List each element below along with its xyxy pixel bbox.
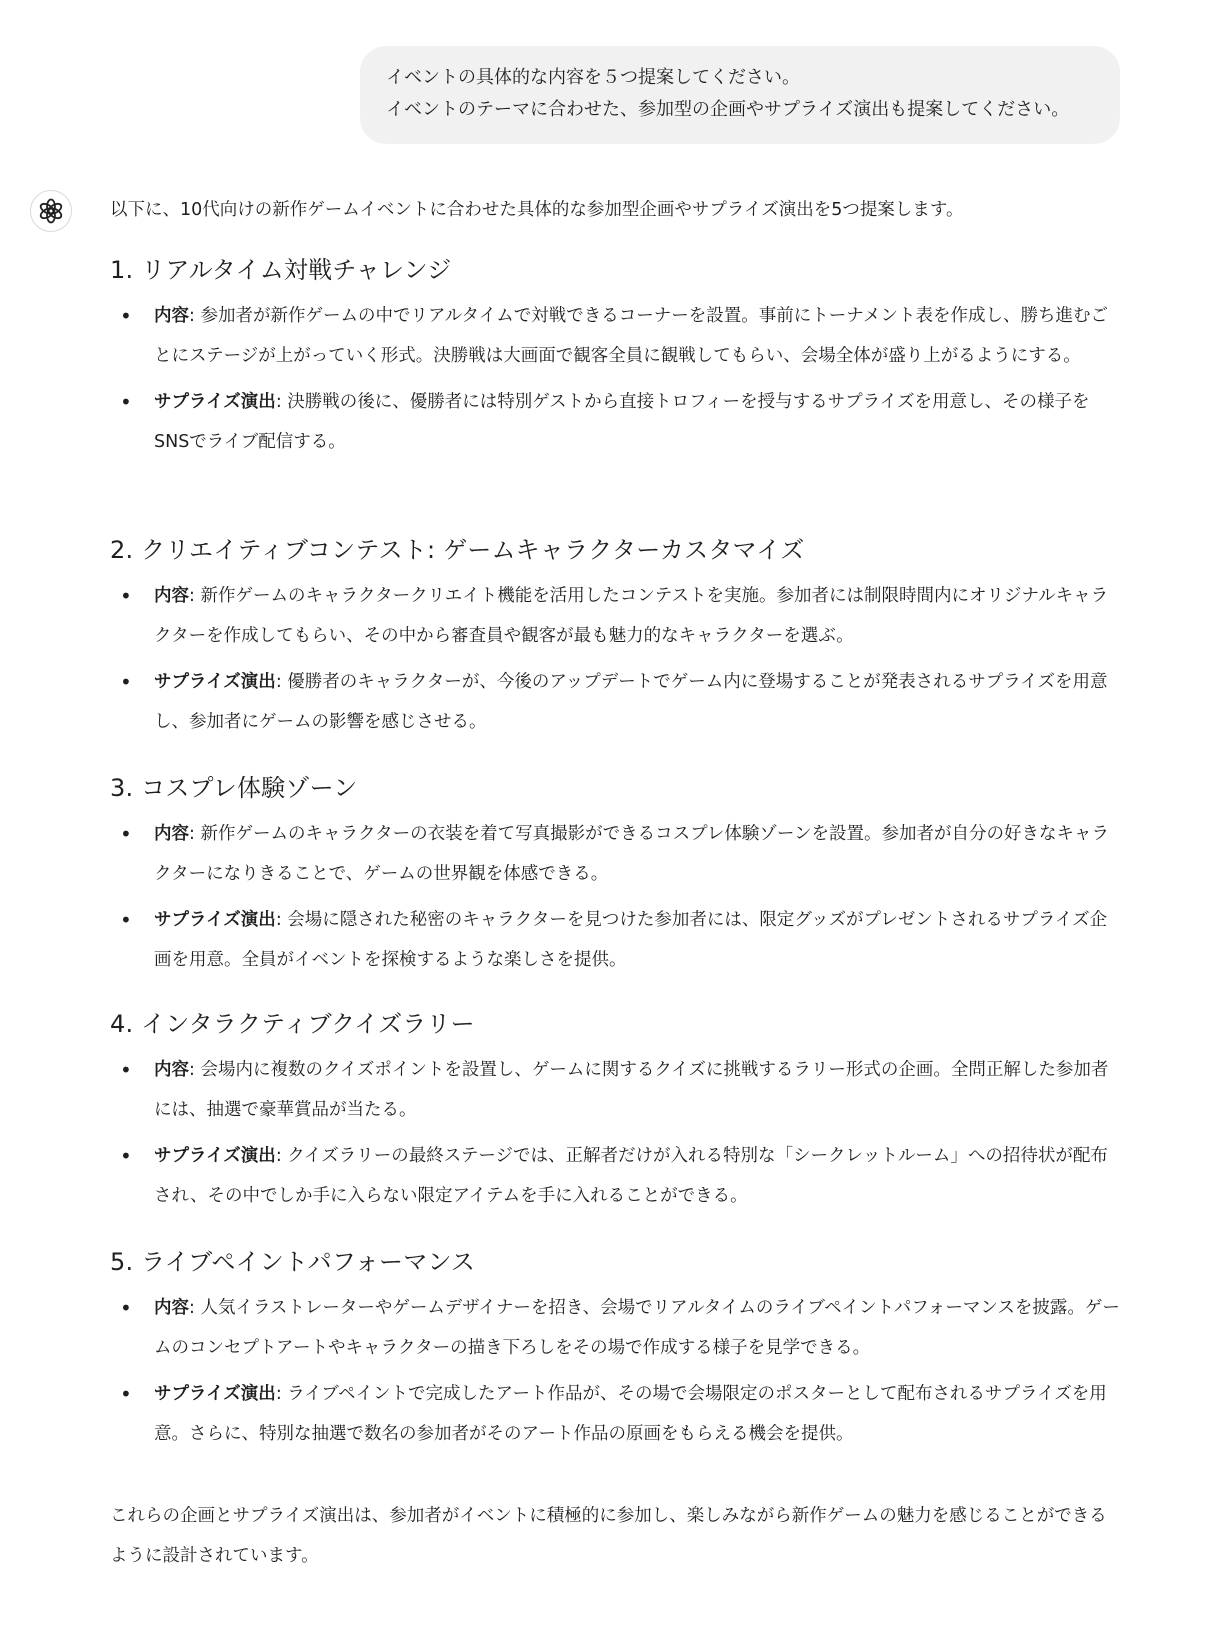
bullet-icon: • [120,390,132,414]
user-message-line: イベントの具体的な内容を５つ提案してください。 [386,67,800,88]
bullet-icon: • [120,1058,132,1082]
item-label: 内容 [154,306,189,326]
item-label: サプライズ演出 [154,1384,276,1404]
section-list [110,296,1120,462]
list-item [110,296,1120,376]
user-message-row [360,46,1120,144]
item-label: サプライズ演出 [154,1146,276,1166]
bullet-icon: • [120,908,132,932]
list-item [110,1374,1120,1454]
item-text: : 決勝戦の後に、優勝者には特別ゲストから直接トロフィーを授与するサプライズを用意し、その様子をSNSでライブ配信する。 [154,392,1090,452]
section-list [110,576,1120,742]
bullet-icon: • [120,1296,132,1320]
item-label: サプライズ演出 [154,392,276,412]
section-list [110,1288,1120,1454]
list-item [110,1288,1120,1368]
intro-text: 以下に、10代向けの新作ゲームイベントに合わせた具体的な参加型企画やサプライズ演出を5つ提案します。 [110,200,964,220]
user-message-line: イベントのテーマに合わせた、参加型の企画やサプライズ演出も提案してください。 [386,99,1070,120]
item-label: 内容 [154,824,189,844]
section-list [110,814,1120,980]
item-text: : クイズラリーの最終ステージでは、正解者だけが入れる特別な「シークレットルーム」への招待状が配布され、その中でしか手に入らない限定アイテムを手に入れることができる。 [154,1146,1108,1206]
section-title: 1. リアルタイム対戦チャレンジ [110,256,452,284]
item-text: : 新作ゲームのキャラクタークリエイト機能を活用したコンテストを実施。参加者には制限時間内にオリジナルキャラクターを作成してもらい、その中から審査員や観客が最も魅力的なキャラクターを選ぶ。 [154,586,1109,646]
list-item [110,814,1120,894]
bullet-icon: • [120,304,132,328]
item-text: : 優勝者のキャラクターが、今後のアップデートでゲーム内に登場することが発表されるサプライズを用意し、参加者にゲームの影響を感じさせる。 [154,672,1108,732]
list-item [110,382,1120,462]
list-item [110,576,1120,656]
bullet-icon: • [120,822,132,846]
item-label: 内容 [154,586,189,606]
user-message-bubble [360,46,1120,144]
list-item [110,662,1120,742]
list-item [110,1136,1120,1216]
section-5 [110,1246,1120,1454]
list-item [110,1050,1120,1130]
item-text: : ライブペイントで完成したアート作品が、その場で会場限定のポスターとして配布されるサプライズを用意。さらに、特別な抽選で数名の参加者がそのアート作品の原画をもらえる機会を提供。 [154,1384,1107,1444]
section-title: 4. インタラクティブクイズラリー [110,1010,475,1038]
item-label: サプライズ演出 [154,672,276,692]
assistant-content [110,196,1120,1566]
section-3 [110,772,1120,980]
bullet-icon: • [120,670,132,694]
item-text: : 会場内に複数のクイズポイントを設置し、ゲームに関するクイズに挑戦するラリー形式の企画。全問正解した参加者には、抽選で豪華賞品が当たる。 [154,1060,1109,1120]
closing-text: これらの企画とサプライズ演出は、参加者がイベントに積極的に参加し、楽しみながら新作ゲームの魅力を感じることができるように設計されています。 [110,1506,1107,1566]
section-title: 2. クリエイティブコンテスト: ゲームキャラクターカスタマイズ [110,536,805,564]
item-label: 内容 [154,1298,189,1318]
section-list [110,1050,1120,1216]
closing-block [110,1496,1120,1576]
bullet-icon: • [120,1144,132,1168]
item-text: : 参加者が新作ゲームの中でリアルタイムで対戦できるコーナーを設置。事前にトーナメント表を作成し、勝ち進むごとにステージが上がっていく形式。決勝戦は大画面で観客全員に観戦してもらい、会場全体が盛り上がるようにする。 [154,306,1109,366]
item-text: : 新作ゲームのキャラクターの衣装を着て写真撮影ができるコスプレ体験ゾーンを設置。参加者が自分の好きなキャラクターになりきることで、ゲームの世界観を体感できる。 [154,824,1110,884]
section-title: 5. ライブペイントパフォーマンス [110,1248,476,1276]
bullet-icon: • [120,1382,132,1406]
openai-logo-icon [30,190,72,232]
section-4 [110,1008,1120,1216]
bullet-icon: • [120,584,132,608]
section-title: 3. コスプレ体験ゾーン [110,774,358,802]
section-2 [110,534,1120,742]
item-text: : 会場に隠された秘密のキャラクターを見つけた参加者には、限定グッズがプレゼントされるサプライズ企画を用意。全員がイベントを探検するような楽しさを提供。 [154,910,1108,970]
item-text: : 人気イラストレーターやゲームデザイナーを招き、会場でリアルタイムのライブペイントパフォーマンスを披露。ゲームのコンセプトアートやキャラクターの描き下ろしをその場で作成する様子を見学できる。 [154,1298,1120,1358]
list-item [110,900,1120,980]
item-label: サプライズ演出 [154,910,276,930]
section-1 [110,254,1120,462]
item-label: 内容 [154,1060,189,1080]
